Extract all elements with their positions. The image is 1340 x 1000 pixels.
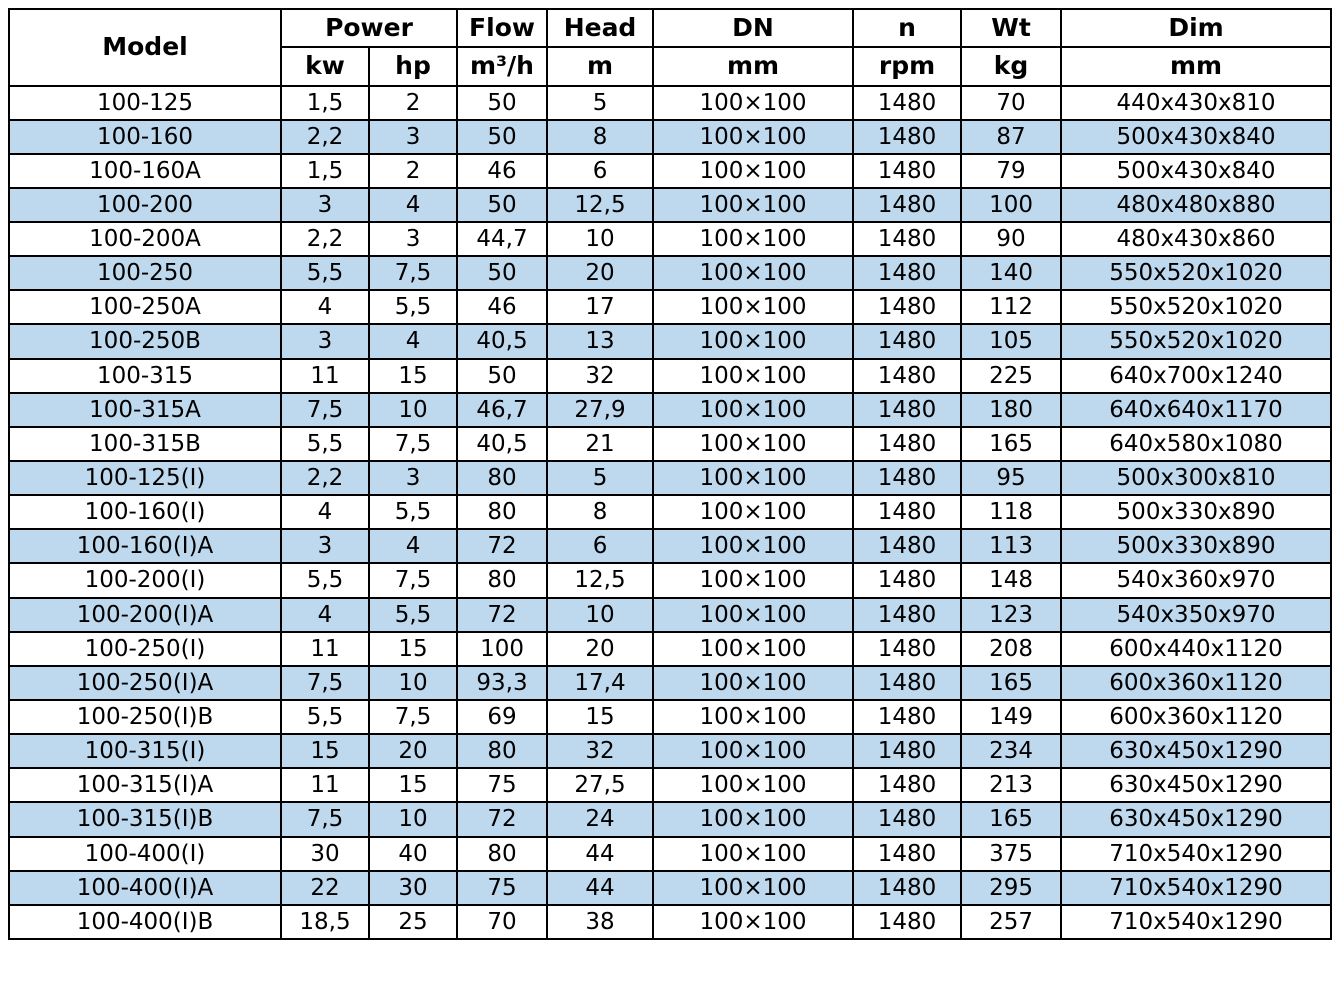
cell-n: 1480 xyxy=(853,256,961,290)
cell-kw: 7,5 xyxy=(281,802,369,836)
cell-flow: 40,5 xyxy=(457,427,547,461)
cell-n: 1480 xyxy=(853,495,961,529)
cell-head: 10 xyxy=(547,598,653,632)
cell-kw: 2,2 xyxy=(281,461,369,495)
cell-head: 38 xyxy=(547,905,653,939)
cell-model: 100-125 xyxy=(9,86,281,120)
cell-flow: 50 xyxy=(457,359,547,393)
cell-hp: 15 xyxy=(369,632,457,666)
cell-wt: 165 xyxy=(961,802,1061,836)
cell-hp: 40 xyxy=(369,837,457,871)
cell-wt: 234 xyxy=(961,734,1061,768)
cell-dim: 640x640x1170 xyxy=(1061,393,1331,427)
cell-n: 1480 xyxy=(853,461,961,495)
cell-head: 8 xyxy=(547,495,653,529)
cell-dn: 100×100 xyxy=(653,700,853,734)
cell-n: 1480 xyxy=(853,529,961,563)
cell-flow: 72 xyxy=(457,529,547,563)
cell-wt: 100 xyxy=(961,188,1061,222)
cell-model: 100-160(I)A xyxy=(9,529,281,563)
cell-hp: 2 xyxy=(369,86,457,120)
cell-dim: 550x520x1020 xyxy=(1061,290,1331,324)
cell-dn: 100×100 xyxy=(653,666,853,700)
cell-flow: 72 xyxy=(457,598,547,632)
cell-model: 100-250(I)B xyxy=(9,700,281,734)
cell-head: 5 xyxy=(547,461,653,495)
cell-kw: 5,5 xyxy=(281,700,369,734)
table-row xyxy=(9,86,1331,120)
cell-kw: 11 xyxy=(281,359,369,393)
cell-model: 100-250B xyxy=(9,324,281,358)
cell-head: 20 xyxy=(547,256,653,290)
cell-n: 1480 xyxy=(853,154,961,188)
cell-model: 100-400(I)B xyxy=(9,905,281,939)
cell-dn: 100×100 xyxy=(653,154,853,188)
cell-flow: 50 xyxy=(457,256,547,290)
cell-flow: 46 xyxy=(457,154,547,188)
cell-n: 1480 xyxy=(853,837,961,871)
cell-model: 100-250A xyxy=(9,290,281,324)
cell-flow: 93,3 xyxy=(457,666,547,700)
cell-dim: 480x480x880 xyxy=(1061,188,1331,222)
cell-wt: 295 xyxy=(961,871,1061,905)
cell-hp: 20 xyxy=(369,734,457,768)
cell-head: 8 xyxy=(547,120,653,154)
cell-model: 100-315(I)A xyxy=(9,768,281,802)
unit-header-dn: mm xyxy=(653,47,853,85)
cell-model: 100-125(I) xyxy=(9,461,281,495)
table-row xyxy=(9,905,1331,939)
cell-hp: 30 xyxy=(369,871,457,905)
cell-wt: 148 xyxy=(961,563,1061,597)
cell-hp: 15 xyxy=(369,768,457,802)
cell-kw: 3 xyxy=(281,529,369,563)
cell-wt: 70 xyxy=(961,86,1061,120)
table-row xyxy=(9,768,1331,802)
cell-dn: 100×100 xyxy=(653,359,853,393)
cell-model: 100-200(I) xyxy=(9,563,281,597)
column-header-n: n xyxy=(853,9,961,47)
cell-flow: 46,7 xyxy=(457,393,547,427)
cell-dn: 100×100 xyxy=(653,427,853,461)
cell-wt: 90 xyxy=(961,222,1061,256)
cell-head: 6 xyxy=(547,154,653,188)
cell-head: 44 xyxy=(547,837,653,871)
cell-kw: 4 xyxy=(281,290,369,324)
cell-kw: 3 xyxy=(281,324,369,358)
cell-dn: 100×100 xyxy=(653,598,853,632)
cell-wt: 95 xyxy=(961,461,1061,495)
cell-kw: 5,5 xyxy=(281,563,369,597)
cell-model: 100-315A xyxy=(9,393,281,427)
cell-head: 13 xyxy=(547,324,653,358)
cell-hp: 15 xyxy=(369,359,457,393)
table-row xyxy=(9,359,1331,393)
cell-n: 1480 xyxy=(853,871,961,905)
cell-hp: 10 xyxy=(369,802,457,836)
cell-dn: 100×100 xyxy=(653,495,853,529)
cell-dn: 100×100 xyxy=(653,120,853,154)
cell-head: 12,5 xyxy=(547,563,653,597)
cell-head: 15 xyxy=(547,700,653,734)
cell-n: 1480 xyxy=(853,290,961,324)
cell-dn: 100×100 xyxy=(653,529,853,563)
sheet-bottom-edge xyxy=(8,996,1332,998)
cell-flow: 100 xyxy=(457,632,547,666)
cell-model: 100-200A xyxy=(9,222,281,256)
cell-wt: 165 xyxy=(961,666,1061,700)
cell-head: 10 xyxy=(547,222,653,256)
cell-dn: 100×100 xyxy=(653,461,853,495)
cell-n: 1480 xyxy=(853,324,961,358)
cell-kw: 11 xyxy=(281,632,369,666)
cell-flow: 70 xyxy=(457,905,547,939)
cell-flow: 40,5 xyxy=(457,324,547,358)
unit-header-hp: hp xyxy=(369,47,457,85)
cell-kw: 18,5 xyxy=(281,905,369,939)
cell-n: 1480 xyxy=(853,86,961,120)
cell-n: 1480 xyxy=(853,802,961,836)
cell-hp: 3 xyxy=(369,461,457,495)
unit-header-head: m xyxy=(547,47,653,85)
unit-header-dim: mm xyxy=(1061,47,1331,85)
cell-wt: 140 xyxy=(961,256,1061,290)
table-row xyxy=(9,700,1331,734)
cell-dn: 100×100 xyxy=(653,871,853,905)
table-row xyxy=(9,290,1331,324)
cell-dn: 100×100 xyxy=(653,290,853,324)
cell-kw: 5,5 xyxy=(281,427,369,461)
cell-model: 100-200(I)A xyxy=(9,598,281,632)
cell-n: 1480 xyxy=(853,188,961,222)
cell-dn: 100×100 xyxy=(653,563,853,597)
cell-model: 100-160 xyxy=(9,120,281,154)
table-row xyxy=(9,666,1331,700)
cell-dim: 710x540x1290 xyxy=(1061,905,1331,939)
cell-model: 100-200 xyxy=(9,188,281,222)
cell-head: 17 xyxy=(547,290,653,324)
cell-n: 1480 xyxy=(853,598,961,632)
table-row xyxy=(9,461,1331,495)
cell-kw: 15 xyxy=(281,734,369,768)
cell-dim: 600x360x1120 xyxy=(1061,666,1331,700)
unit-header-n: rpm xyxy=(853,47,961,85)
cell-wt: 123 xyxy=(961,598,1061,632)
cell-dn: 100×100 xyxy=(653,222,853,256)
cell-head: 27,9 xyxy=(547,393,653,427)
cell-wt: 257 xyxy=(961,905,1061,939)
cell-flow: 50 xyxy=(457,86,547,120)
cell-flow: 50 xyxy=(457,188,547,222)
cell-wt: 225 xyxy=(961,359,1061,393)
pump-spec-table xyxy=(8,8,1332,940)
cell-head: 32 xyxy=(547,359,653,393)
table-row xyxy=(9,393,1331,427)
cell-kw: 7,5 xyxy=(281,666,369,700)
table-row xyxy=(9,871,1331,905)
cell-wt: 118 xyxy=(961,495,1061,529)
cell-hp: 4 xyxy=(369,324,457,358)
cell-n: 1480 xyxy=(853,393,961,427)
cell-hp: 25 xyxy=(369,905,457,939)
unit-header-flow: m³/h xyxy=(457,47,547,85)
cell-dn: 100×100 xyxy=(653,768,853,802)
column-header-head: Head xyxy=(547,9,653,47)
cell-n: 1480 xyxy=(853,359,961,393)
cell-hp: 3 xyxy=(369,222,457,256)
table-row xyxy=(9,324,1331,358)
cell-kw: 22 xyxy=(281,871,369,905)
cell-head: 12,5 xyxy=(547,188,653,222)
cell-dn: 100×100 xyxy=(653,802,853,836)
cell-dn: 100×100 xyxy=(653,188,853,222)
table-row xyxy=(9,563,1331,597)
column-header-flow: Flow xyxy=(457,9,547,47)
cell-flow: 80 xyxy=(457,461,547,495)
cell-dim: 500x430x840 xyxy=(1061,120,1331,154)
cell-hp: 5,5 xyxy=(369,290,457,324)
cell-flow: 75 xyxy=(457,768,547,802)
column-header-wt: Wt xyxy=(961,9,1061,47)
cell-dim: 500x300x810 xyxy=(1061,461,1331,495)
cell-wt: 113 xyxy=(961,529,1061,563)
cell-hp: 3 xyxy=(369,120,457,154)
column-header-dim: Dim xyxy=(1061,9,1331,47)
cell-hp: 2 xyxy=(369,154,457,188)
cell-head: 24 xyxy=(547,802,653,836)
table-row xyxy=(9,427,1331,461)
cell-kw: 30 xyxy=(281,837,369,871)
cell-dim: 440x430x810 xyxy=(1061,86,1331,120)
cell-flow: 50 xyxy=(457,120,547,154)
cell-kw: 1,5 xyxy=(281,86,369,120)
cell-hp: 7,5 xyxy=(369,563,457,597)
cell-wt: 165 xyxy=(961,427,1061,461)
cell-hp: 7,5 xyxy=(369,700,457,734)
cell-n: 1480 xyxy=(853,632,961,666)
cell-dim: 500x330x890 xyxy=(1061,495,1331,529)
cell-n: 1480 xyxy=(853,734,961,768)
cell-dim: 550x520x1020 xyxy=(1061,324,1331,358)
cell-wt: 105 xyxy=(961,324,1061,358)
cell-flow: 69 xyxy=(457,700,547,734)
cell-kw: 2,2 xyxy=(281,120,369,154)
cell-dn: 100×100 xyxy=(653,324,853,358)
table-row xyxy=(9,256,1331,290)
cell-wt: 149 xyxy=(961,700,1061,734)
cell-flow: 46 xyxy=(457,290,547,324)
cell-wt: 375 xyxy=(961,837,1061,871)
cell-wt: 208 xyxy=(961,632,1061,666)
cell-dn: 100×100 xyxy=(653,393,853,427)
cell-dim: 600x440x1120 xyxy=(1061,632,1331,666)
cell-dim: 710x540x1290 xyxy=(1061,837,1331,871)
cell-model: 100-250(I)A xyxy=(9,666,281,700)
cell-wt: 213 xyxy=(961,768,1061,802)
cell-flow: 72 xyxy=(457,802,547,836)
cell-dim: 640x700x1240 xyxy=(1061,359,1331,393)
table-row xyxy=(9,734,1331,768)
cell-n: 1480 xyxy=(853,222,961,256)
cell-flow: 80 xyxy=(457,734,547,768)
cell-n: 1480 xyxy=(853,700,961,734)
cell-head: 44 xyxy=(547,871,653,905)
cell-flow: 80 xyxy=(457,837,547,871)
cell-n: 1480 xyxy=(853,666,961,700)
cell-dn: 100×100 xyxy=(653,905,853,939)
cell-hp: 10 xyxy=(369,666,457,700)
cell-kw: 7,5 xyxy=(281,393,369,427)
cell-dim: 630x450x1290 xyxy=(1061,768,1331,802)
table-row xyxy=(9,632,1331,666)
table-row xyxy=(9,495,1331,529)
cell-kw: 3 xyxy=(281,188,369,222)
table-header xyxy=(9,9,1331,86)
table-row xyxy=(9,222,1331,256)
cell-dim: 640x580x1080 xyxy=(1061,427,1331,461)
unit-header-kw: kw xyxy=(281,47,369,85)
cell-dim: 630x450x1290 xyxy=(1061,802,1331,836)
cell-hp: 4 xyxy=(369,529,457,563)
cell-model: 100-315B xyxy=(9,427,281,461)
cell-dim: 540x360x970 xyxy=(1061,563,1331,597)
cell-flow: 80 xyxy=(457,563,547,597)
cell-dn: 100×100 xyxy=(653,837,853,871)
column-header-dn: DN xyxy=(653,9,853,47)
table-row xyxy=(9,154,1331,188)
cell-model: 100-250(I) xyxy=(9,632,281,666)
cell-model: 100-250 xyxy=(9,256,281,290)
cell-dim: 540x350x970 xyxy=(1061,598,1331,632)
cell-dim: 550x520x1020 xyxy=(1061,256,1331,290)
cell-n: 1480 xyxy=(853,120,961,154)
cell-n: 1480 xyxy=(853,427,961,461)
cell-model: 100-400(I) xyxy=(9,837,281,871)
column-header-power: Power xyxy=(281,9,457,47)
cell-hp: 10 xyxy=(369,393,457,427)
cell-flow: 80 xyxy=(457,495,547,529)
cell-wt: 79 xyxy=(961,154,1061,188)
cell-kw: 4 xyxy=(281,598,369,632)
cell-hp: 7,5 xyxy=(369,256,457,290)
header-row-groups xyxy=(9,9,1331,47)
cell-dn: 100×100 xyxy=(653,632,853,666)
cell-dim: 600x360x1120 xyxy=(1061,700,1331,734)
cell-wt: 87 xyxy=(961,120,1061,154)
cell-flow: 75 xyxy=(457,871,547,905)
table-row xyxy=(9,837,1331,871)
cell-dn: 100×100 xyxy=(653,86,853,120)
cell-wt: 112 xyxy=(961,290,1061,324)
cell-kw: 2,2 xyxy=(281,222,369,256)
table-row xyxy=(9,188,1331,222)
cell-head: 6 xyxy=(547,529,653,563)
cell-dim: 630x450x1290 xyxy=(1061,734,1331,768)
cell-kw: 4 xyxy=(281,495,369,529)
table-body xyxy=(9,86,1331,940)
cell-kw: 5,5 xyxy=(281,256,369,290)
cell-hp: 5,5 xyxy=(369,598,457,632)
cell-dim: 710x540x1290 xyxy=(1061,871,1331,905)
cell-wt: 180 xyxy=(961,393,1061,427)
table-row xyxy=(9,120,1331,154)
cell-dim: 500x330x890 xyxy=(1061,529,1331,563)
cell-flow: 44,7 xyxy=(457,222,547,256)
cell-head: 32 xyxy=(547,734,653,768)
column-header-model: Model xyxy=(9,9,281,86)
cell-dim: 480x430x860 xyxy=(1061,222,1331,256)
table-row xyxy=(9,529,1331,563)
unit-header-wt: kg xyxy=(961,47,1061,85)
cell-model: 100-315 xyxy=(9,359,281,393)
cell-head: 20 xyxy=(547,632,653,666)
cell-hp: 5,5 xyxy=(369,495,457,529)
cell-head: 21 xyxy=(547,427,653,461)
cell-hp: 7,5 xyxy=(369,427,457,461)
cell-dim: 500x430x840 xyxy=(1061,154,1331,188)
cell-head: 27,5 xyxy=(547,768,653,802)
cell-model: 100-160(I) xyxy=(9,495,281,529)
cell-dn: 100×100 xyxy=(653,256,853,290)
cell-kw: 1,5 xyxy=(281,154,369,188)
cell-model: 100-160A xyxy=(9,154,281,188)
cell-model: 100-400(I)A xyxy=(9,871,281,905)
cell-n: 1480 xyxy=(853,905,961,939)
cell-n: 1480 xyxy=(853,563,961,597)
cell-model: 100-315(I)B xyxy=(9,802,281,836)
cell-kw: 11 xyxy=(281,768,369,802)
cell-head: 17,4 xyxy=(547,666,653,700)
cell-head: 5 xyxy=(547,86,653,120)
cell-dn: 100×100 xyxy=(653,734,853,768)
cell-hp: 4 xyxy=(369,188,457,222)
cell-n: 1480 xyxy=(853,768,961,802)
table-row xyxy=(9,802,1331,836)
table-row xyxy=(9,598,1331,632)
cell-model: 100-315(I) xyxy=(9,734,281,768)
